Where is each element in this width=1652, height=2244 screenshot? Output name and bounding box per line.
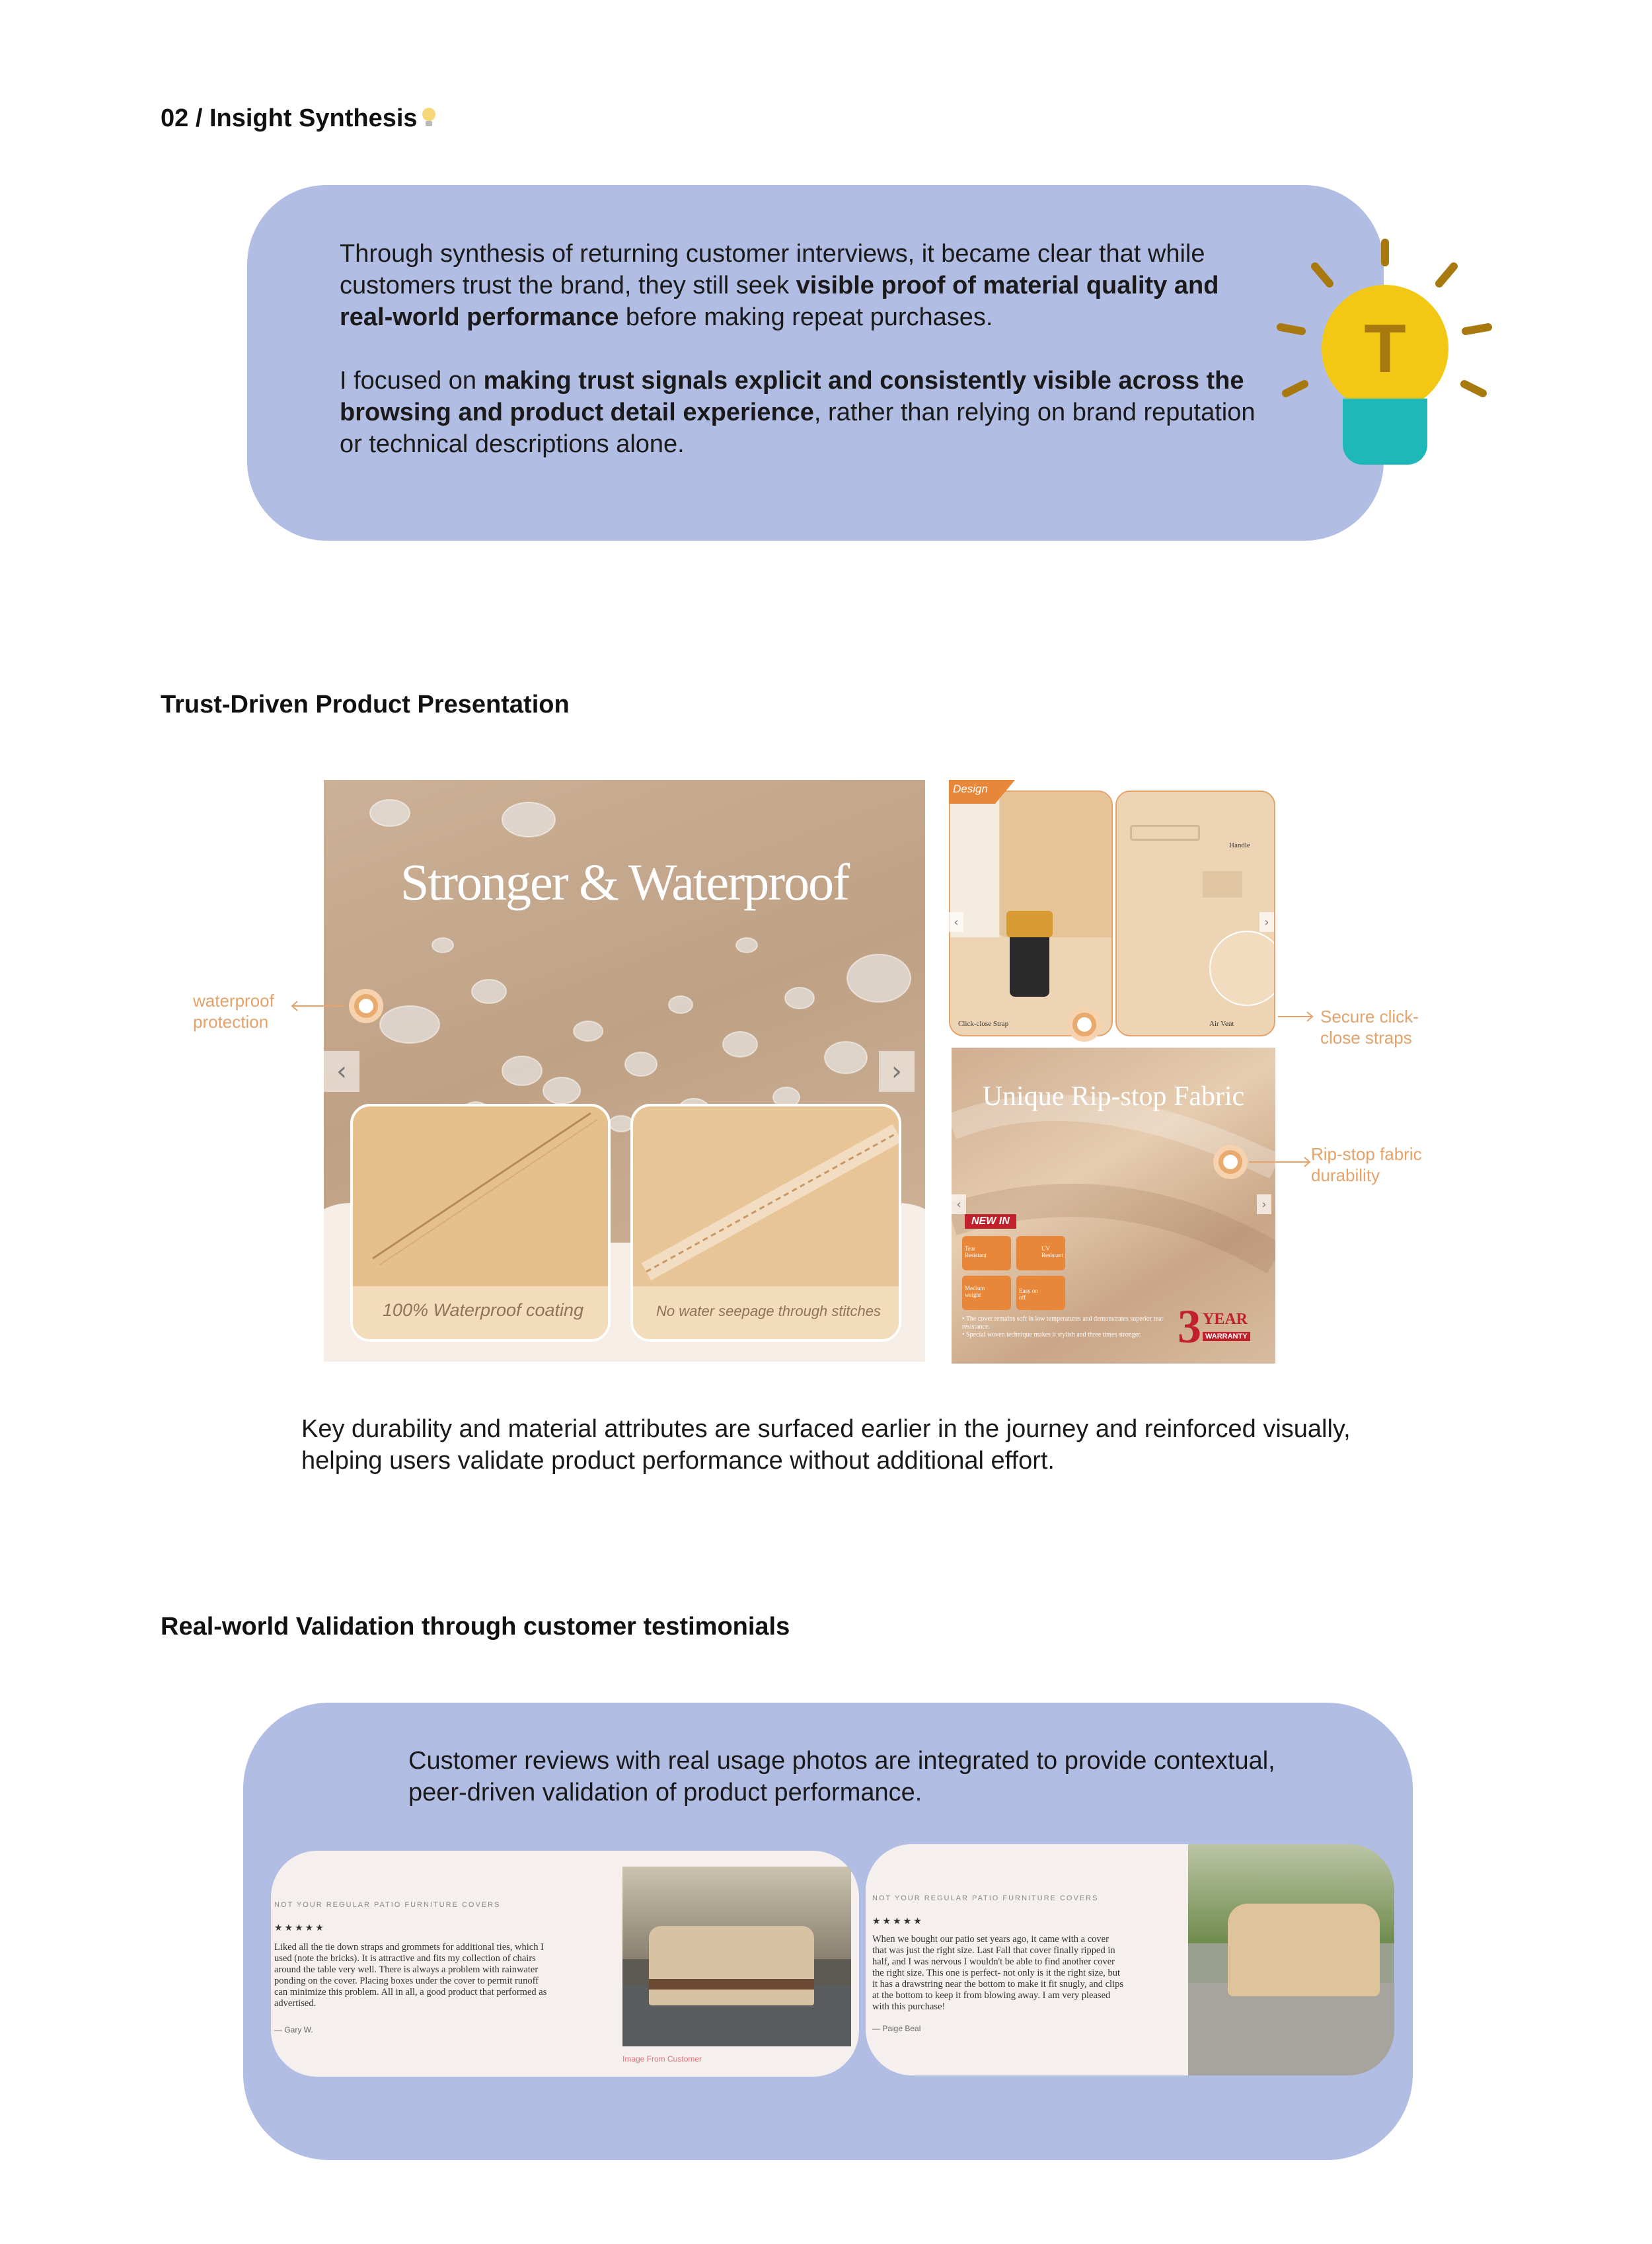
hotspot-straps[interactable] xyxy=(1067,1007,1102,1042)
review-2-stars: ★★★★★ xyxy=(872,1915,924,1926)
lightbulb-emoji-icon xyxy=(420,104,437,133)
review-1-stars: ★★★★★ xyxy=(274,1922,326,1933)
ripstop-fabric-image xyxy=(952,1048,1275,1364)
ripstop-prev-arrow[interactable]: ‹ xyxy=(952,1194,966,1214)
design-tag: Design xyxy=(953,783,988,795)
review-2-kicker: NOT YOUR REGULAR PATIO FURNITURE COVERS xyxy=(872,1894,1099,1902)
callout-straps: Secure click- close straps xyxy=(1320,1007,1419,1048)
feature-uv-resistant: UV Resistant xyxy=(1041,1245,1063,1258)
hero-next-arrow[interactable]: › xyxy=(879,1051,915,1092)
section-title-trust: Trust-Driven Product Presentation xyxy=(161,691,570,718)
feature-tear-resistant: Tear Resistant xyxy=(965,1245,987,1258)
insight-paragraph-2: I focused on making trust signals explicit and consistently visible across the browsing and product detail experience, rather than relying on brand reputation or technical descriptions alone. xyxy=(340,367,1256,458)
ripstop-next-arrow[interactable]: › xyxy=(1257,1194,1271,1214)
label-air-vent: Air Vent xyxy=(1209,1020,1234,1028)
review-1-kicker: NOT YOUR REGULAR PATIO FURNITURE COVERS xyxy=(274,1901,501,1909)
section-title-testimonials: Real-world Validation through customer testimonials xyxy=(161,1613,790,1641)
review-1-author: — Gary W. xyxy=(274,2025,313,2034)
section-title-insight: 02 / Insight Synthesis xyxy=(161,104,437,133)
callout-ripstop: Rip-stop fabric durability xyxy=(1311,1144,1422,1185)
trust-description: Key durability and material attributes are surfaced earlier in the journey and reinforced visually, helping users validate product performance without additional effort. xyxy=(301,1415,1351,1475)
hero-headline: Stronger & Waterproof xyxy=(400,853,849,911)
feature-easy-on-off: Easy on off xyxy=(1019,1288,1038,1301)
lightbulb-icon xyxy=(1269,235,1493,473)
ripstop-headline: Unique Rip-stop Fabric xyxy=(982,1081,1245,1112)
review-1-customer-photo xyxy=(622,1867,851,2046)
bulb-letter: T xyxy=(1364,311,1406,387)
hotspot-waterproof[interactable] xyxy=(349,989,383,1023)
design-detail-image xyxy=(949,780,1275,1038)
caption-waterproof-coating: 100% Waterproof coating xyxy=(382,1300,584,1320)
callout-arrow-waterproof xyxy=(285,999,349,1013)
review-card-1 xyxy=(271,1851,859,2077)
review-2-customer-photo xyxy=(1188,1844,1394,2075)
review-card-2 xyxy=(866,1844,1394,2075)
caption-no-seepage: No water seepage through stitches xyxy=(656,1303,881,1319)
waterproof-coating-card xyxy=(350,1104,611,1342)
review-1-image-caption: Image From Customer xyxy=(622,2054,702,2064)
feature-medium-weight: Medium weight xyxy=(965,1285,985,1298)
review-1-body: Liked all the tie down straps and grommets for additional ties, which I used (note the bricks). It is attractive and fits my collection of chairs around the table very well. There is always a problem with rainwater ponding on the cover. Placing boxes under the cover to permit runoff can minimize this problem. All in all, a good product that performed as advertised. xyxy=(274,1942,547,2009)
callout-arrow-straps xyxy=(1277,1010,1316,1023)
design-prev-arrow[interactable]: ‹ xyxy=(949,912,963,932)
label-handle: Handle xyxy=(1229,841,1250,849)
new-in-badge: NEW IN xyxy=(965,1214,1016,1229)
design-next-arrow[interactable]: › xyxy=(1259,912,1274,932)
warranty-seal: 3 YEAR WARRANTY xyxy=(1176,1304,1269,1357)
insight-paragraph-1: Through synthesis of returning customer interviews, it became clear that while customers trust the brand, they still seek visible proof of material quality and real-world performance before making repeat purchases. xyxy=(340,240,1219,331)
ripstop-bullets: • The cover remains soft in low temperatures and demonstrates superior tear resistance. • Special woven technique makes it stylish and three times stronger. xyxy=(962,1315,1164,1338)
water-droplets xyxy=(324,780,925,1150)
seam-card xyxy=(630,1104,901,1342)
review-2-body: When we bought our patio set years ago, it came with a cover that was just the right size. Last Fall that cover finally ripped in half, and I was nervous I wouldn't be able to find another cover the right size. This one is perfect- not only is it the right size, but it has a drawstring near the bottom to make it fit snugly, and clips at the bottom to keep it from blowing away. I am very pleased with this purchase! xyxy=(872,1934,1124,2012)
testimonials-intro: Customer reviews with real usage photos are integrated to provide contextual, peer-driven validation of product performance. xyxy=(408,1747,1275,1806)
hero-prev-arrow[interactable]: ‹ xyxy=(324,1051,359,1092)
review-2-author: — Paige Beal xyxy=(872,2024,921,2033)
hero-waterproof-image xyxy=(324,780,925,1362)
hotspot-ripstop[interactable] xyxy=(1213,1145,1248,1179)
callout-arrow-ripstop xyxy=(1248,1155,1314,1169)
callout-waterproof: waterproof protection xyxy=(193,991,274,1032)
label-click-close-strap: Click-close Strap xyxy=(958,1020,1009,1028)
